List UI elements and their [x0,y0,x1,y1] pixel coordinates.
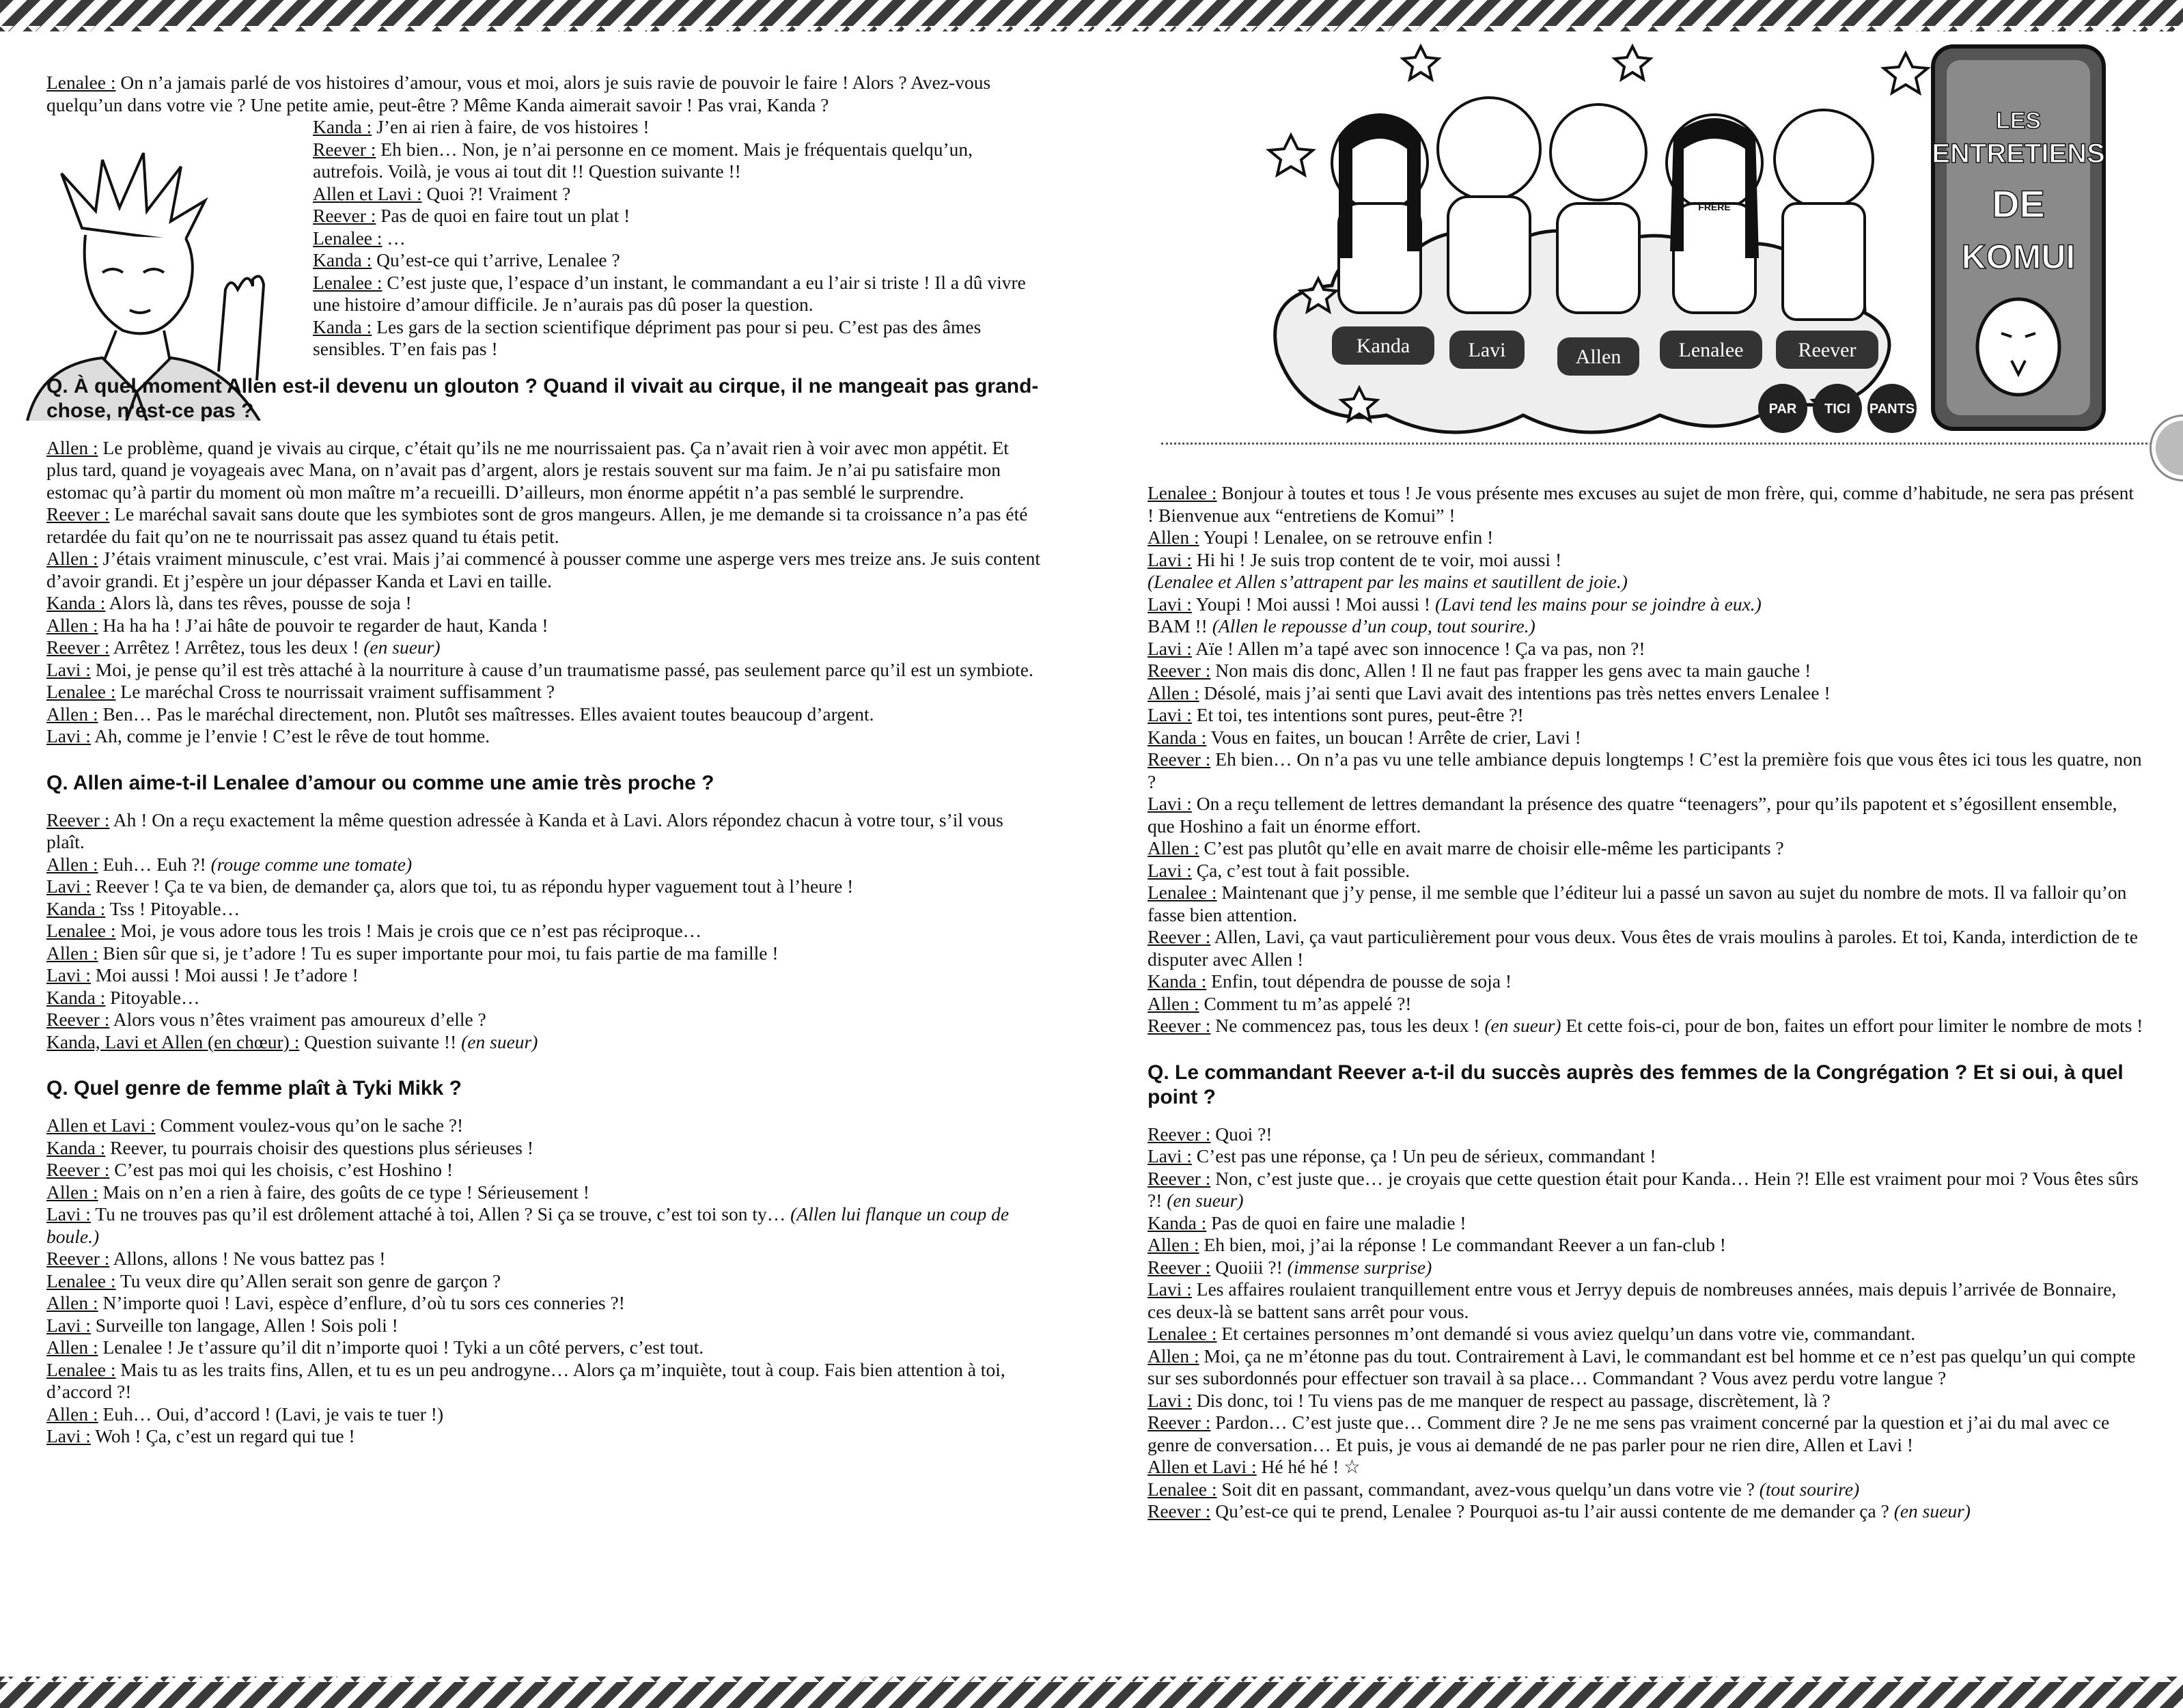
speaker-name: Kanda, Lavi et Allen (en chœur) : [46,1031,300,1052]
speaker-name: Reever : [1148,1500,1211,1522]
aside-text: (en sueur) [1484,1015,1561,1036]
dialogue-line [46,964,1044,987]
speaker-name: Allen et Lavi : [313,182,422,204]
speaker-name: Reever : [1148,1123,1211,1145]
dialogue-text: J’en ai rien à faire, de vos histoires ! [372,116,650,137]
dialogue-line [46,809,1044,854]
aside-text: (Allen lui flanque un coup de boule.) [46,1203,1010,1247]
speaker-name: Lavi : [1148,793,1192,814]
dialogue-line [1148,1015,2145,1037]
dialogue-line [46,548,1044,592]
credit-par: PAR [1768,402,1797,417]
dialogue-line [1148,882,2145,926]
speaker-name: Lavi : [46,1203,91,1224]
speaker-name: Reever : [46,1159,110,1180]
dialogue-line [1148,727,2145,749]
dialogue-text: Tss ! Pitoyable… [105,897,240,919]
speaker-name: Allen : [46,1181,98,1203]
dialogue-line [1148,482,2145,527]
speaker-name: Lavi : [46,876,91,897]
speaker-name: Lavi : [1148,859,1192,881]
name-label-lenalee: Lenalee [1678,339,1744,361]
dialogue-text: Youpi ! Lenalee, on se retrouve enfin ! [1199,527,1494,548]
speaker-name: Kanda : [313,116,372,137]
dialogue-text: … [382,227,406,249]
speaker-name: Kanda : [313,316,372,337]
dialogue-line [1148,1212,2145,1235]
dialogue-line [1148,1412,2145,1456]
speaker-name: Reever : [1148,1167,1211,1189]
aside-text: (en sueur) [1893,1500,1971,1522]
dialogue-line [46,72,1044,116]
right-column-text [1148,482,2145,1523]
dialogue-line [46,876,1044,898]
speaker-name: Kanda : [1148,970,1207,992]
aside-text: (Lavi tend les mains pour se joindre à eux.) [1434,593,1762,615]
dialogue-text: Quoi ?! [1210,1123,1273,1145]
dialogue-text: Surveille ton langage, Allen ! Sois poli ! [90,1314,398,1336]
box-title-komui: KOMUI [1961,238,2076,276]
dialogue-line [1148,1390,2145,1412]
speaker-name: Lenalee : [313,227,383,249]
speaker-name: Reever : [1148,1015,1211,1036]
stage-direction [1148,571,2145,593]
dialogue-text: Tu veux dire qu’Allen serait son genre de garçon ? [115,1270,501,1291]
dialogue-line [46,1137,1044,1160]
aside-text: (rouge comme une tomate) [210,853,413,875]
dialogue-line [1148,527,2145,549]
dialogue-line [1148,682,2145,705]
speaker-name: Lenalee : [46,1270,116,1291]
dialogue-line [1148,1278,2145,1323]
dialogue-line [46,1248,1044,1270]
dialogue-text: Vous en faites, un boucan ! Arrête de crier, Lavi ! [1206,726,1581,748]
dialogue-line [1148,926,2145,970]
speaker-name: Allen : [46,1336,98,1358]
speaker-name: Reever : [1148,1256,1211,1278]
dialogue-text: (Lenalee et Allen s’attrapent par les mains et sautillent de joie.) [1148,571,1628,592]
speaker-name: Kanda : [46,1136,106,1158]
dialogue-text: Bonjour à toutes et tous ! Je vous présente mes excuses au sujet de mon frère, qui, comme d’habitude, ne sera pas présent ! Bienvenue aux “entretiens de Komui” ! [1148,482,2135,526]
dialogue-line [46,592,1044,615]
dialogue-line [1148,970,2145,993]
komui-interview-header-illustration [1250,33,2183,470]
dialogue-line [46,942,1044,965]
dialogue-text: Hé hé hé ! ☆ [1256,1456,1361,1477]
speaker-name: Allen : [46,703,98,725]
dialogue-text: Les gars de la section scientifique dépriment pas pour si peu. C’est pas des âmes sensibles. T’en fais pas ! [313,316,982,359]
dialogue-text: Pitoyable… [105,986,200,1008]
name-label-allen: Allen [1575,346,1622,368]
dialogue-text: Ça, c’est tout à fait possible. [1191,859,1410,881]
dialogue-text: Bien sûr que si, je t’adore ! Tu es super importante pour moi, tu fais partie de ma famille ! [98,942,779,964]
dialogue-line [46,1031,1044,1054]
aside-text: (tout sourire) [1759,1478,1860,1500]
cup-label: FRÈRE [1698,201,1731,212]
speaker-name: Allen et Lavi : [46,1115,156,1136]
dialogue-line [313,139,1044,183]
dialogue-line [46,1359,1044,1403]
dialogue-line [313,227,1044,250]
speaker-name: Lenalee : [1148,482,1217,503]
dialogue-text: Qu’est-ce qui te prend, Lenalee ? Pourquoi as-tu l’air aussi contente de me demander ça ? [1210,1500,1894,1522]
dialogue-line [1148,1345,2145,1390]
dialogue-line [313,272,1044,316]
komui-face-icon [1977,299,2059,395]
dialogue-text: Le maréchal savait sans doute que les symbiotes sont de gros mangeurs. Allen, je me demande si ta croissance n’a pas été retardée du fait qu’on ne te nourrissait pas assez quand tu étais petit. [46,503,1028,547]
speaker-name: Allen : [1148,992,1199,1014]
dialogue-text: Comment tu m’as appelé ?! [1199,992,1412,1014]
dialogue-text: C’est pas moi qui les choisis, c’est Hoshino ! [109,1159,453,1180]
dialogue-line [46,615,1044,637]
speaker-name: Lavi : [1148,1145,1192,1166]
dialogue-text: Quoiii ?! [1210,1256,1288,1278]
speaker-name: Kanda : [46,986,106,1008]
dialogue-text: Soit dit en passant, commandant, avez-vous quelqu’un dans votre vie ? [1216,1478,1760,1500]
aside-text: (en sueur) [363,636,441,658]
aside-text: (Allen le repousse d’un coup, tout sourire.) [1212,615,1535,636]
speaker-name: Kanda : [1148,1212,1207,1233]
dialogue-line [1148,549,2145,572]
credit-pants: PANTS [1869,402,1915,417]
dialogue-text: Moi, ça ne m’étonne pas du tout. Contrairement à Lavi, le commandant est bel homme et ce n’est pas quelqu’un qui compte sur ses subordonnés pour effectuer son travail à sa place… Commandant ? Vous avez perdu votre langue ? [1148,1345,2136,1388]
speaker-name: Allen : [46,1403,98,1425]
dialogue-text: Aïe ! Allen m’a tapé avec son innocence ! Ça va pas, non ?! [1191,637,1645,659]
dialogue-text: Les affaires roulaient tranquillement entre vous et Jerryy depuis de nombreuses années, mais depuis l’arrivée de Bonnaire, ces deux-là se battent sans arrêt pour vous. [1148,1278,2117,1322]
speaker-name: Reever : [46,1009,110,1030]
speaker-name: Reever : [46,1248,110,1269]
aside-text: (immense surprise) [1287,1256,1432,1278]
dialogue-line [46,1292,1044,1315]
speaker-name: Reever : [1148,926,1211,947]
dialogue-text: C’est pas plutôt qu’elle en avait marre de choisir elle-même les participants ? [1199,837,1784,858]
dialogue-line [313,183,1044,206]
speaker-name: Lavi : [1148,1278,1192,1300]
top-zigzag-border [0,0,2183,31]
speaker-name: Allen : [46,853,98,875]
dialogue-line [1148,1234,2145,1257]
dialogue-line [46,1009,1044,1031]
dialogue-text: N’importe quoi ! Lavi, espèce d’enflure, d’où tu sors ces conneries ?! [98,1292,625,1313]
question-heading: Q. À quel moment Allen est-il devenu un glouton ? Quand il vivait au cirque, il ne mangeait pas grand-chose, n’est-ce pas ? [46,374,1039,422]
speaker-name: Allen : [46,1292,98,1313]
speaker-name: Allen : [46,614,98,636]
speaker-name: Lavi : [1148,593,1192,615]
dialogue-text: Le maréchal Cross te nourrissait vraiment suffisamment ? [115,681,555,702]
speaker-name: Lavi : [46,1425,91,1446]
dialogue-text: Pas de quoi en faire une maladie ! [1206,1212,1466,1233]
dialogue-line [313,205,1044,227]
name-label-lavi: Lavi [1468,339,1506,361]
dialogue-line [1148,1168,2145,1212]
dialogue-text: Comment voulez-vous qu’on le sache ?! [155,1115,464,1136]
speaker-name: Allen : [1148,527,1199,548]
dialogue-text: Le problème, quand je vivais au cirque, c’était qu’ils ne me nourrissaient pas. Ça n’avait rien à voir avec mon appétit. Et plus tard, quand je voyageais avec Mana, on n’avait pas d’argent, alors je restais souvent sur ma faim. Je n’ai pu satisfaire mon estomac qu’à partir du moment où mon maître m’a recueilli. D’ailleurs, mon énorme appétit n’a pas semblé le surprendre. [46,436,1009,503]
dialogue-text: Question suivante !! [299,1031,462,1052]
dialogue-text: Et toi, tes intentions sont pures, peut-être ?! [1191,704,1524,725]
dialogue-text: Moi, je vous adore tous les trois ! Mais je crois que ce n’est pas réciproque… [115,920,702,941]
box-title-entretiens: ENTRETIENS [1932,139,2105,169]
speaker-name: Lenalee : [46,72,116,93]
dialogue-text: Tu ne trouves pas qu’il est drôlement attaché à toi, Allen ? Si ça se trouve, c’est toi son ty… [90,1203,791,1224]
speaker-name: Lenalee : [46,681,116,702]
aside-text: (en sueur) [461,1031,538,1052]
speaker-name: Allen : [1148,1234,1199,1255]
dialogue-line [46,1181,1044,1204]
dialogue-text: C’est juste que, l’espace d’un instant, le commandant a eu l’air si triste ! Il a dû vivre une histoire d’amour difficile. Je n’aurais pas dû poser la question. [313,271,1026,315]
speaker-name: Lavi : [46,964,91,985]
dialogue-text: Alors vous n’êtes vraiment pas amoureux d’elle ? [109,1009,486,1030]
speaker-name: Reever : [46,636,110,658]
speaker-name: Allen : [46,942,98,964]
dialogue-line [1148,593,2145,616]
dialogue-text-tail: Et cette fois-ci, pour de bon, faites un effort pour limiter le nombre de mots ! [1561,1015,2143,1036]
speaker-name: Allen et Lavi : [1148,1456,1257,1477]
dialogue-line [46,703,1044,726]
dialogue-line [1148,1257,2145,1279]
dialogue-line [1148,615,2145,638]
speaker-name: Lavi : [1148,704,1192,725]
name-label-kanda: Kanda [1356,335,1410,357]
dialogue-line [46,987,1044,1009]
speaker-name: Reever : [313,205,376,226]
left-column-text [46,72,1044,1448]
dialogue-text: Quoi ?! Vraiment ? [421,182,571,204]
speaker-name: Allen : [1148,837,1199,858]
dialogue-line [46,681,1044,703]
dialogue-text: Woh ! Ça, c’est un regard qui tue ! [90,1425,355,1446]
speaker-name: Reever : [46,503,110,524]
dialogue-text: C’est pas une réponse, ça ! Un peu de sérieux, commandant ! [1191,1145,1656,1166]
dialogue-text: Désolé, mais j’ai senti que Lavi avait des intentions pas très nettes envers Lenalee ! [1199,682,1831,703]
credit-tici: TICI [1824,402,1850,417]
dialogue-text: Eh bien… Non, je n’ai personne en ce moment. Mais je fréquentais quelqu’un, autrefois. Voilà, je vous ai tout dit !! Question suivante !! [313,138,973,182]
dialogue-line [1148,860,2145,882]
speaker-name: Kanda : [46,897,106,919]
dialogue-text: Pas de quoi en faire tout un plat ! [376,205,630,226]
speaker-name: Lavi : [1148,1389,1192,1411]
dialogue-line [46,898,1044,921]
name-label-reever: Reever [1798,339,1857,361]
dialogue-text: Ne commencez pas, tous les deux ! [1210,1015,1485,1036]
dialogue-line [46,1403,1044,1426]
speaker-name: Lavi : [1148,548,1192,570]
dialogue-text: Ah, comme je l’envie ! C’est le rêve de tout homme. [90,725,490,746]
speaker-name: Allen : [1148,682,1199,703]
dialogue-text: Allons, allons ! Ne vous battez pas ! [109,1248,386,1269]
dialogue-line [46,659,1044,682]
dialogue-text: Ben… Pas le maréchal directement, non. Plutôt ses maîtresses. Elles avaient toutes beaucoup d’argent. [98,703,874,725]
speaker-name: Kanda : [313,249,372,270]
speaker-name: Lavi : [46,725,91,746]
speaker-name: Allen : [1148,1345,1199,1367]
speaker-name: Kanda : [46,592,106,613]
dialogue-line [313,249,1044,272]
dialogue-line [1148,660,2145,682]
speaker-name: Lavi : [1148,637,1192,659]
dialogue-line [46,1425,1044,1448]
dialogue-line [46,437,1044,504]
box-title-de: DE [1992,182,2045,225]
speaker-name: Lenalee : [1148,882,1217,903]
dialogue-text: Et certaines personnes m’ont demandé si vous aviez quelqu’un dans votre vie, commandant. [1216,1323,1916,1344]
speaker-name: Reever : [1148,1412,1211,1433]
dialogue-line [1148,1479,2145,1501]
speaker-name: Lenalee : [46,920,116,941]
dialogue-line [46,1315,1044,1337]
dialogue-line [46,636,1044,659]
dialogue-text: Eh bien… On n’a pas vu une telle ambiance depuis longtemps ! C’est la première fois que vous êtes ici tous les quatre, non ? [1148,748,2142,792]
dialogue-line [46,1159,1044,1181]
question-heading: Q. Le commandant Reever a-t-il du succès auprès des femmes de la Congrégation ? Et si oui, à quel point ? [1148,1061,2124,1108]
dialogue-text: Youpi ! Moi aussi ! Moi aussi ! [1191,593,1435,615]
dialogue-text: J’étais vraiment minuscule, c’est vrai. Mais j’ai commencé à pousser comme une asperge vers mes treize ans. Je suis content d’avoir grandi. Et j’espère un jour dépasser Kanda et Lavi en taille. [46,548,1041,591]
dialogue-text: Qu’est-ce qui t’arrive, Lenalee ? [372,249,620,270]
dialogue-text: Arrêtez ! Arrêtez, tous les deux ! [109,636,364,658]
speaker-name: Reever : [46,809,110,830]
dialogue-line [1148,638,2145,660]
section-divider [1161,443,2152,445]
dialogue-line [1148,1123,2145,1146]
dialogue-text: Eh bien, moi, j’ai la réponse ! Le commandant Reever a un fan-club ! [1199,1234,1726,1255]
dialogue-line [1148,1456,2145,1479]
speaker-name: Reever : [1148,748,1211,770]
dialogue-text: Moi aussi ! Moi aussi ! Je t’adore ! [90,964,359,985]
dialogue-text: Non, c’est juste que… je croyais que cette question était pour Kanda… Hein ?! Elle est vraiment pour moi ? Vous êtes sûrs ?! [1148,1167,2139,1211]
dialogue-line [1148,1500,2145,1523]
question-heading: Q. Allen aime-t-il Lenalee d’amour ou comme une amie très proche ? [46,771,714,794]
dialogue-line [1148,1323,2145,1345]
dialogue-text: Mais tu as les traits fins, Allen, et tu es un peu androgyne… Alors ça m’inquiète, tout à coup. Fais bien attention à toi, d’accord ?! [46,1358,1005,1402]
dialogue-text: Hi hi ! Je suis trop content de te voir, moi aussi ! [1191,548,1562,570]
dialogue-text: Lenalee ! Je t’assure qu’il dit n’importe quoi ! Tyki a un côté pervers, c’est tout. [98,1336,704,1358]
dialogue-text: Dis donc, toi ! Tu viens pas de me manquer de respect au passage, discrètement, là ? [1191,1389,1831,1411]
dialogue-text: Reever ! Ça te va bien, de demander ça, alors que toi, tu as répondu hyper vaguement tout à l’heure ! [90,876,854,897]
speaker-name: Lavi : [46,658,91,680]
speaker-name: Reever : [1148,660,1211,681]
dialogue-line [1148,704,2145,727]
speaker-name: Kanda : [1148,726,1207,748]
dialogue-line [46,854,1044,876]
bottom-zigzag-border [0,1677,2183,1708]
dialogue-line [1148,837,2145,860]
dialogue-line [46,1336,1044,1359]
speaker-name: Lenalee : [46,1358,116,1380]
dialogue-line [46,503,1044,548]
dialogue-line [46,725,1044,748]
dialogue-line [1148,1145,2145,1168]
dialogue-text: Alors là, dans tes rêves, pousse de soja ! [105,592,412,613]
speaker-name: Lenalee : [1148,1323,1217,1344]
speaker-name: Lenalee : [313,271,383,293]
dialogue-line [46,1270,1044,1293]
dialogue-text: BAM !! [1148,615,1212,636]
dialogue-text: Ah ! On a reçu exactement la même question adressée à Kanda et à Lavi. Alors répondez chacun à votre tour, s’il vous plaît. [46,809,1003,852]
dialogue-text: Euh… Oui, d’accord ! (Lavi, je vais te tuer !) [98,1403,444,1425]
dialogue-line [1148,793,2145,837]
dialogue-text: Non mais dis donc, Allen ! Il ne faut pas frapper les gens avec ta main gauche ! [1210,660,1811,681]
dialogue-text: Allen, Lavi, ça vaut particulièrement pour vous deux. Vous êtes de vrais moulins à paroles. Et toi, Kanda, interdiction de te disputer avec Allen ! [1148,926,2138,970]
dialogue-line [1148,993,2145,1016]
dialogue-line [1148,748,2145,793]
dialogue-line [313,116,1044,139]
dialogue-line [46,1115,1044,1137]
speaker-name: Allen : [46,436,98,458]
dialogue-text: Reever, tu pourrais choisir des questions plus sérieuses ! [105,1136,533,1158]
dialogue-text: Ha ha ha ! J’ai hâte de pouvoir te regarder de haut, Kanda ! [98,614,548,636]
dialogue-text: Mais on n’en a rien à faire, des goûts de ce type ! Sérieusement ! [98,1181,589,1203]
dialogue-text: Maintenant que j’y pense, il me semble que l’éditeur lui a passé un savon au sujet du nombre de mots. Il va falloir qu’on fasse bien attention. [1148,882,2127,925]
question-heading: Q. Quel genre de femme plaît à Tyki Mikk ? [46,1077,462,1100]
dialogue-text: Pardon… C’est juste que… Comment dire ? Je ne me sens pas vraiment concerné par la question et j’ai du mal avec ce genre de conversation… Et puis, je vous ai demandé de ne pas parler pour ne rien dire, Allen et Lavi ! [1148,1412,2110,1455]
dialogue-text: Enfin, tout dépendra de pousse de soja ! [1206,970,1512,992]
speaker-name: Reever : [313,138,376,160]
speaker-name: Lavi : [46,1314,91,1336]
dialogue-text: On n’a jamais parlé de vos histoires d’amour, vous et moi, alors je suis ravie de pouvoir le faire ! Alors ? Avez-vous quelqu’un dans votre vie ? Une petite amie, peut-être ? Même Kanda aimerait savoir ! Pas vrai, Kanda ? [46,72,991,115]
dialogue-text: On a reçu tellement de lettres demandant la présence des quatre “teenagers”, pour qu’ils papotent et s’égosillent ensemble, que Hoshino a fait un énorme effort. [1148,793,2117,837]
dialogue-line [313,316,1044,361]
speaker-name: Allen : [46,548,98,569]
dialogue-text: Euh… Euh ?! [98,853,211,875]
speaker-name: Lenalee : [1148,1478,1217,1500]
box-title-les: LES [1995,108,2042,134]
dialogue-text: Moi, je pense qu’il est très attaché à la nourriture à cause d’un traumatisme passé, pas seulement parce qu’il est un symbiote. [90,658,1033,680]
aside-text: (en sueur) [1167,1190,1244,1211]
dialogue-line [46,1203,1044,1248]
dialogue-line [46,920,1044,942]
